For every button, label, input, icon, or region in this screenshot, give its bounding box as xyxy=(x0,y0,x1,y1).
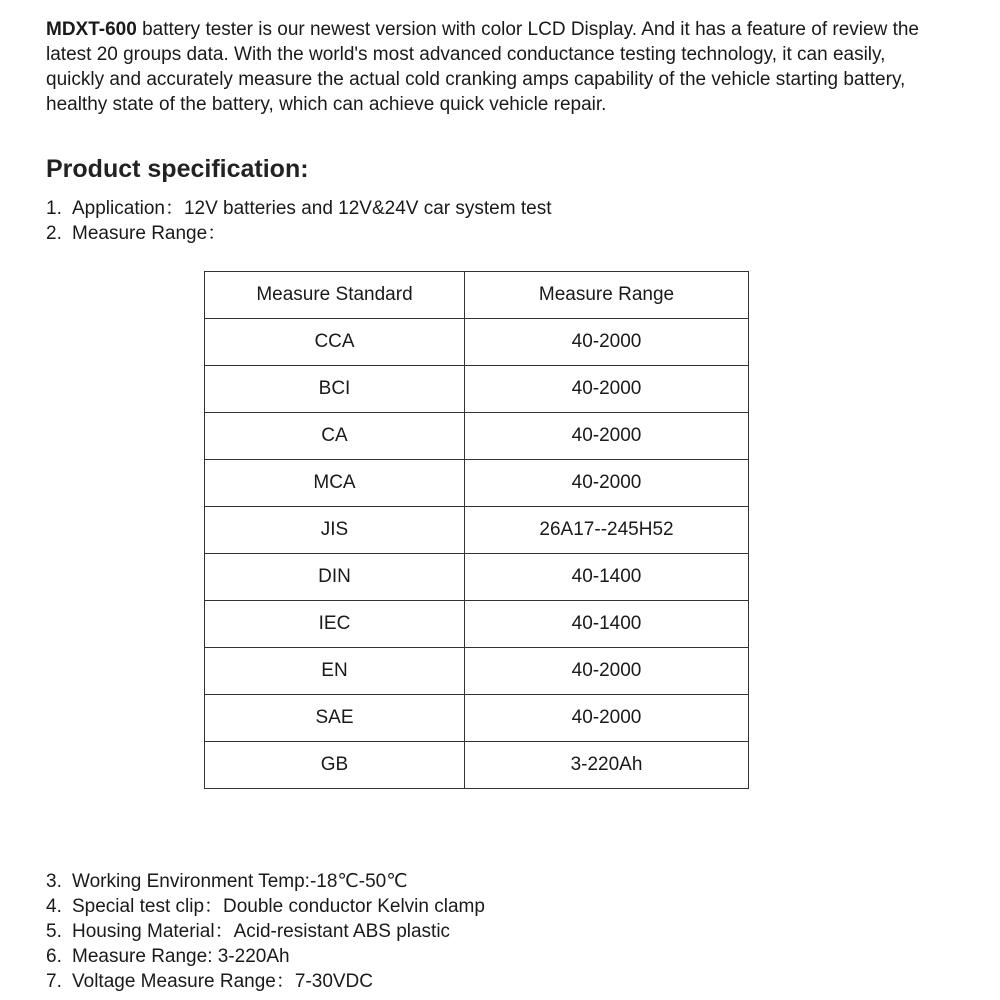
cell-range: 40-2000 xyxy=(465,413,749,460)
model-name: MDXT-600 xyxy=(46,19,137,40)
cell-standard: EN xyxy=(205,648,465,695)
list-number: 7. xyxy=(46,971,62,992)
cell-range: 40-2000 xyxy=(465,460,749,507)
spec-heading: Product specification: xyxy=(46,155,309,183)
cell-standard: JIS xyxy=(205,507,465,554)
cell-standard: GB xyxy=(205,742,465,789)
cell-range: 3-220Ah xyxy=(465,742,749,789)
cell-standard: MCA xyxy=(205,460,465,507)
cell-range: 40-1400 xyxy=(465,554,749,601)
cell-range: 40-1400 xyxy=(465,601,749,648)
spec-list-top xyxy=(46,196,551,246)
table-row xyxy=(205,742,749,789)
list-text: Application：12V batteries and 12V&24V car system test xyxy=(72,198,552,219)
list-number: 3. xyxy=(46,871,62,892)
header-measure-standard: Measure Standard xyxy=(205,272,465,319)
table-header-row xyxy=(205,272,749,319)
list-number: 5. xyxy=(46,921,62,942)
list-number: 6. xyxy=(46,946,62,967)
list-number: 1. xyxy=(46,198,62,219)
list-text: Special test clip：Double conductor Kelvin clamp xyxy=(72,896,485,917)
list-text: Measure Range: 3-220Ah xyxy=(72,946,290,967)
table-row xyxy=(205,319,749,366)
cell-standard: BCI xyxy=(205,366,465,413)
spec-list-bottom xyxy=(46,869,485,994)
cell-standard: DIN xyxy=(205,554,465,601)
list-item xyxy=(46,944,485,969)
list-text: Working Environment Temp:-18℃-50℃ xyxy=(72,871,408,892)
cell-range: 40-2000 xyxy=(465,319,749,366)
table-row xyxy=(205,648,749,695)
list-item xyxy=(46,221,551,246)
cell-standard: CCA xyxy=(205,319,465,366)
measure-range-table xyxy=(204,271,749,789)
table-row xyxy=(205,366,749,413)
intro-paragraph xyxy=(46,17,946,117)
header-measure-range: Measure Range xyxy=(465,272,749,319)
cell-range: 40-2000 xyxy=(465,366,749,413)
table-row xyxy=(205,695,749,742)
cell-standard: SAE xyxy=(205,695,465,742)
table-row xyxy=(205,413,749,460)
list-number: 4. xyxy=(46,896,62,917)
list-number: 2. xyxy=(46,223,62,244)
cell-standard: IEC xyxy=(205,601,465,648)
table-row xyxy=(205,507,749,554)
cell-range: 26A17--245H52 xyxy=(465,507,749,554)
cell-range: 40-2000 xyxy=(465,695,749,742)
list-text: Measure Range： xyxy=(72,223,227,244)
table-row xyxy=(205,460,749,507)
list-item xyxy=(46,196,551,221)
list-item xyxy=(46,919,485,944)
list-text: Voltage Measure Range：7-30VDC xyxy=(72,971,374,992)
list-item xyxy=(46,869,485,894)
cell-standard: CA xyxy=(205,413,465,460)
list-item xyxy=(46,894,485,919)
list-text: Housing Material：Acid-resistant ABS plastic xyxy=(72,921,451,942)
intro-text: battery tester is our newest version with color LCD Display. And it has a feature of review the latest 20 groups data. With the world's most advanced conductance testing technology, it can easily, quickly and accurately measure the actual cold cranking amps capability of the vehicle starting battery, healthy state of the battery, which can achieve quick vehicle repair. xyxy=(46,19,919,115)
cell-range: 40-2000 xyxy=(465,648,749,695)
table-row xyxy=(205,554,749,601)
list-item xyxy=(46,969,485,994)
table-row xyxy=(205,601,749,648)
